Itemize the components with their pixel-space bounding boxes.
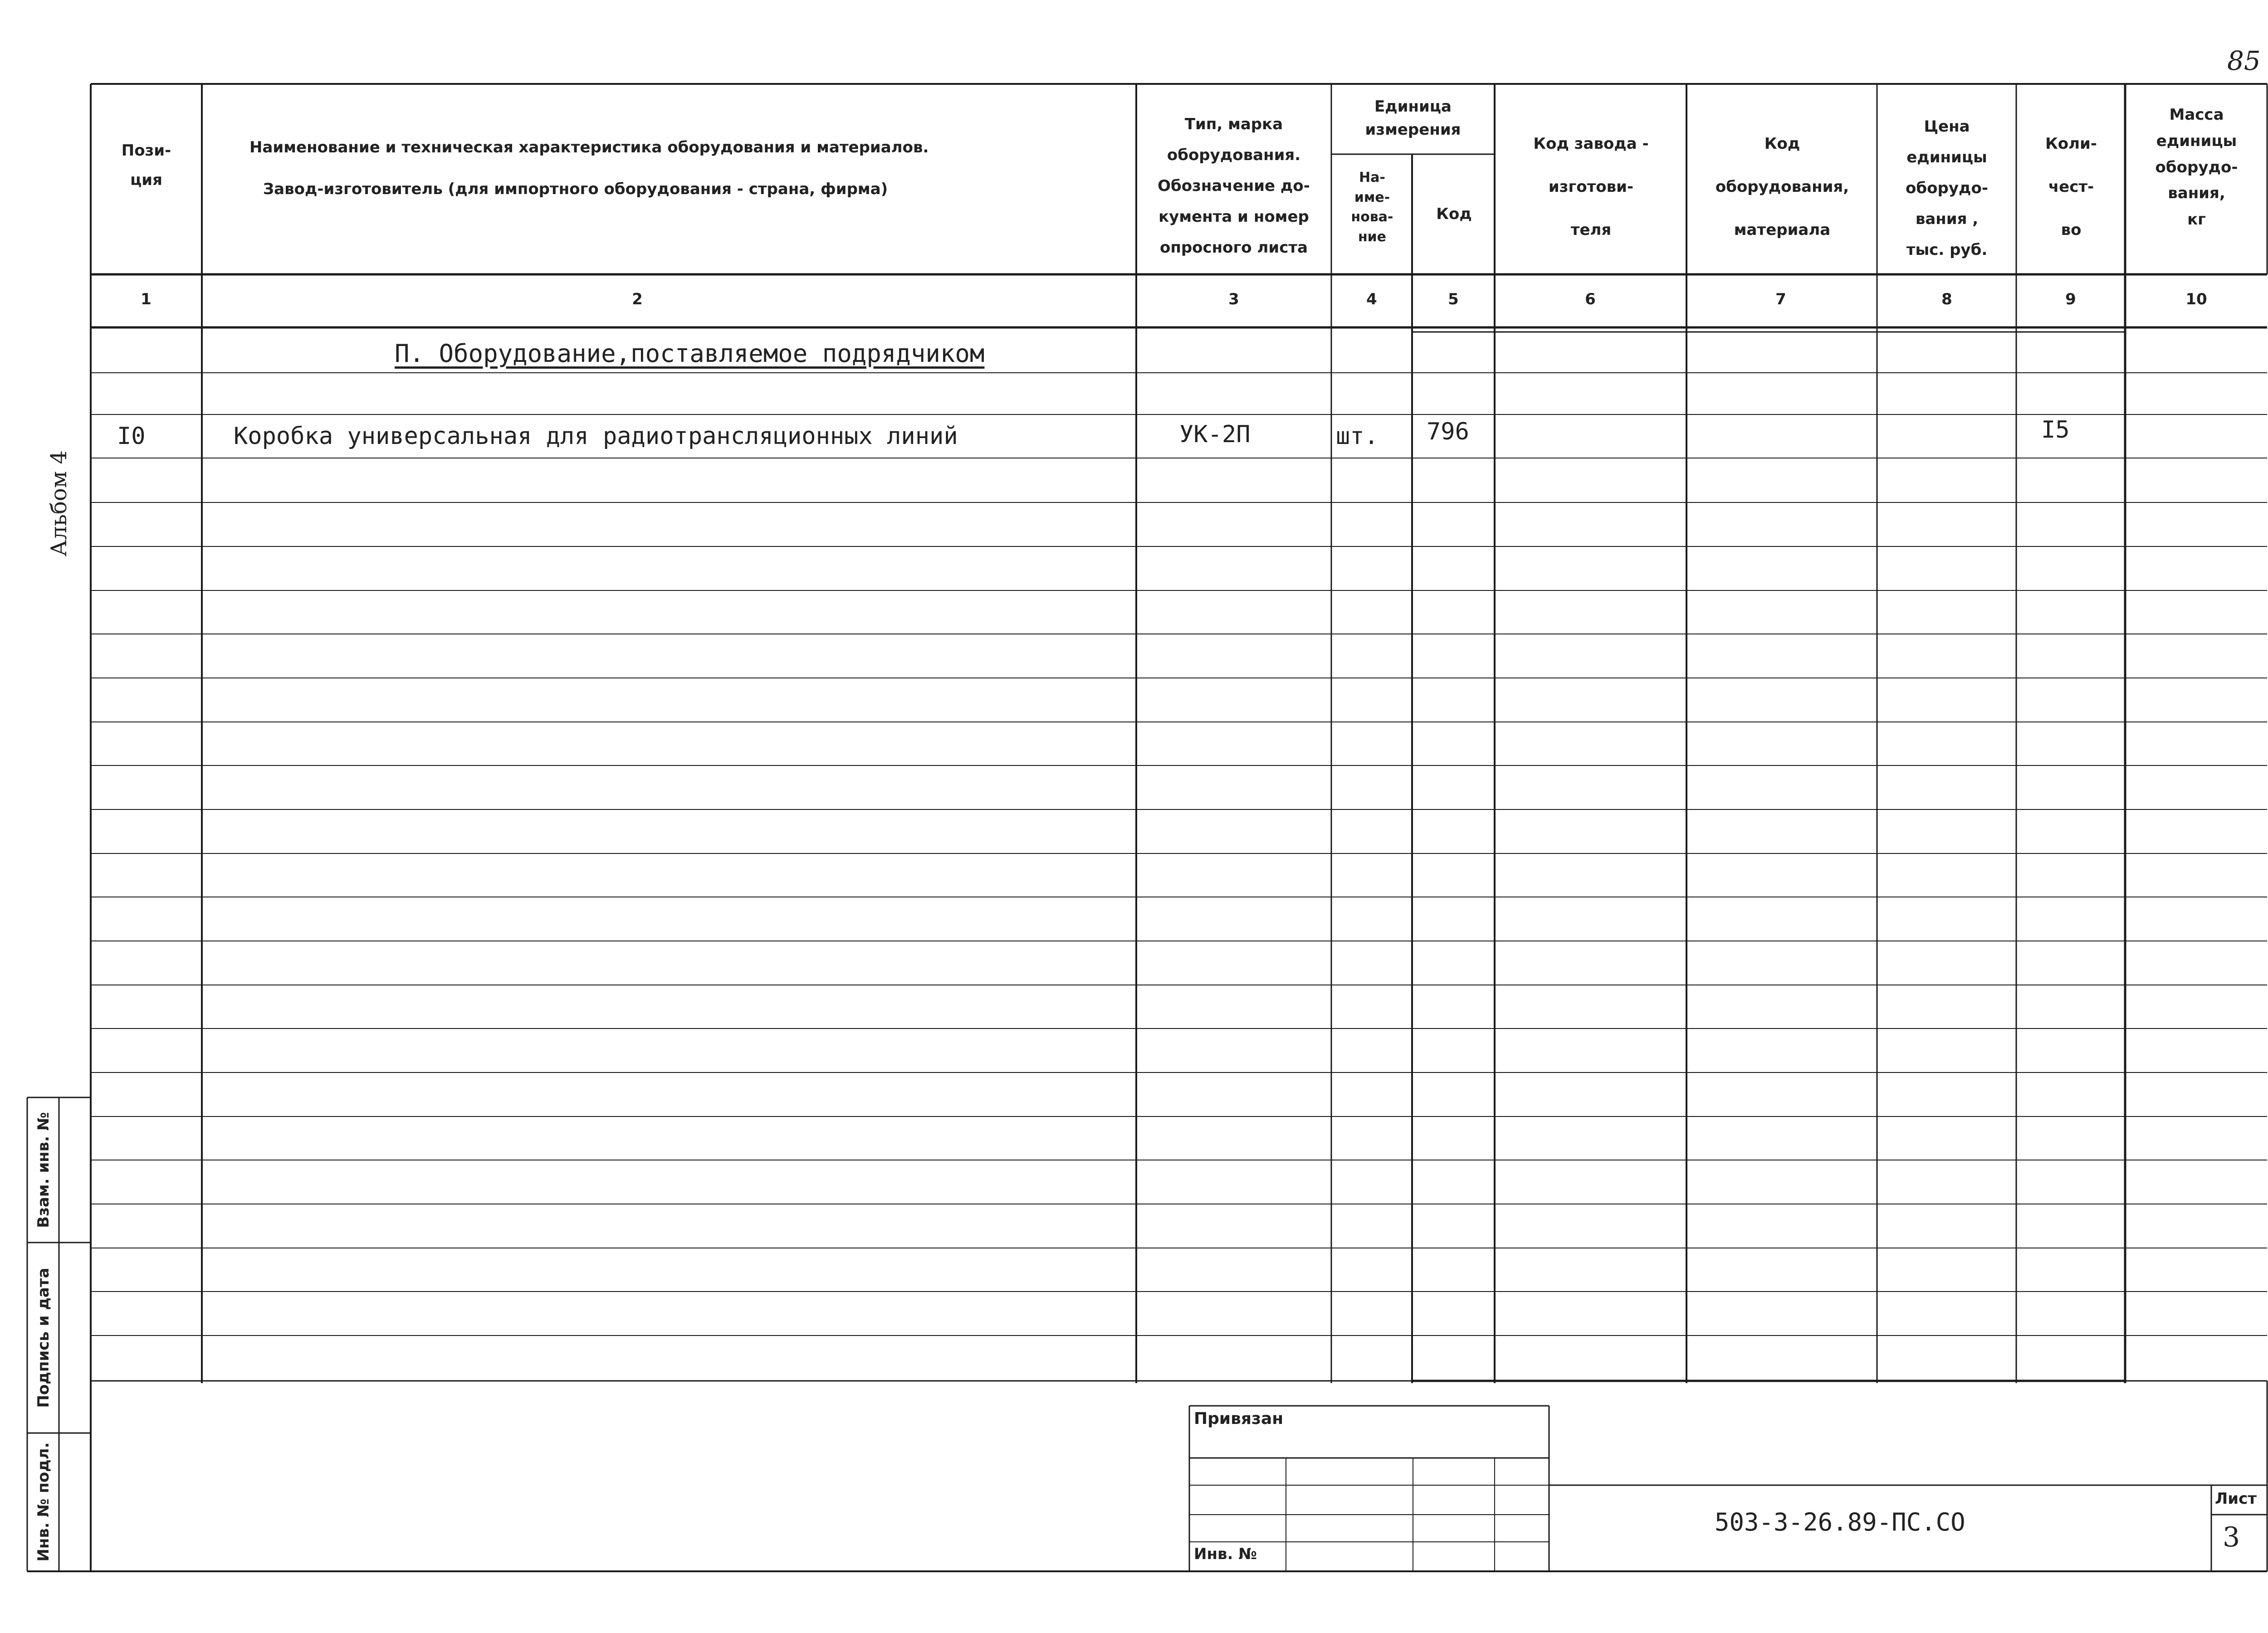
stamp-inv-no: Инв. №	[1194, 1545, 1257, 1563]
column-number: 6	[1585, 290, 1596, 308]
header-unit-name-line: име-	[1354, 189, 1390, 205]
side-label-inv-podl: Инв. № подл.	[34, 1442, 53, 1562]
column-number: 4	[1366, 290, 1377, 308]
header-equip-code-line: материала	[1734, 221, 1831, 239]
album-label: Альбом 4	[46, 450, 72, 556]
header-maker-code-line: теля	[1570, 221, 1612, 239]
header-unit-code: Код	[1436, 205, 1472, 223]
stamp-sheet-label: Лист	[2215, 1490, 2257, 1508]
header-type-line: Обозначение до-	[1158, 177, 1310, 195]
header-qty-line: Коли-	[2045, 135, 2097, 153]
header-price	[1879, 111, 2015, 265]
stamp-doc-code: 503-3-26.89-ПС.СО	[1715, 1508, 1965, 1536]
section-title: П. Оборудование,поставляемое подрядчиком	[395, 339, 985, 368]
row-position: I0	[117, 423, 146, 450]
header-price-line: единицы	[1906, 148, 1987, 166]
header-maker-code-line: Код завода -	[1533, 135, 1649, 153]
header-unit-group	[1334, 95, 1492, 141]
header-equip-code-line: оборудования,	[1715, 178, 1849, 196]
header-mass-line: Масса	[2169, 106, 2224, 124]
header-name	[204, 127, 1134, 210]
header-name-line: Наименование и техническая характеристика оборудования и материалов.	[249, 138, 929, 156]
header-position-line: ция	[130, 171, 162, 189]
column-number: 1	[141, 290, 152, 308]
header-equip-code	[1689, 122, 1876, 252]
header-unit-group-line: измерения	[1365, 121, 1461, 139]
header-mass-line: кг	[2187, 210, 2206, 229]
header-type-line: кумента и номер	[1158, 208, 1309, 226]
header-mass	[2127, 102, 2266, 233]
column-number: 2	[632, 290, 643, 308]
column-number: 8	[1941, 290, 1952, 308]
column-number: 9	[2065, 290, 2076, 308]
header-maker-code	[1497, 122, 1685, 252]
row-name: Коробка универсальная для радиотрансляционных линий	[234, 423, 958, 450]
header-mass-line: вания,	[2168, 184, 2225, 203]
header-unit-name-line: На-	[1359, 170, 1385, 185]
side-label-vzam-inv: Взам. инв. №	[34, 1112, 53, 1228]
header-position-line: Пози-	[121, 141, 171, 160]
header-price-line: оборудо-	[1906, 179, 1988, 197]
stamp-privyazan: Привязан	[1194, 1409, 1284, 1428]
header-position	[93, 136, 200, 195]
side-label-podpis-data: Подпись и дата	[34, 1267, 53, 1408]
header-type-line: оборудования.	[1167, 146, 1301, 164]
header-equip-code-line: Код	[1764, 135, 1800, 153]
header-price-line: Цена	[1924, 117, 1970, 136]
header-qty	[2019, 122, 2124, 252]
header-type-line: опросного листа	[1159, 239, 1308, 257]
header-maker-code-line: изготови-	[1548, 178, 1634, 196]
header-price-line: вания ,	[1915, 210, 1979, 228]
header-mass-line: единицы	[2156, 132, 2237, 150]
page-corner-number: 85	[2227, 45, 2261, 76]
header-unit-name-line: ние	[1358, 229, 1387, 245]
row-unit-code: 796	[1427, 418, 1469, 445]
header-type-line: Тип, марка	[1184, 115, 1283, 133]
column-number: 5	[1448, 290, 1459, 308]
column-number: 7	[1775, 290, 1786, 308]
header-type	[1139, 109, 1329, 263]
header-mass-line: оборудо-	[2155, 158, 2238, 176]
stamp-sheet-number: 3	[2223, 1521, 2240, 1553]
header-price-line: тыс. руб.	[1906, 241, 1988, 259]
header-qty-line: во	[2061, 221, 2082, 239]
column-number: 3	[1228, 290, 1239, 308]
header-qty-line: чест-	[2048, 178, 2094, 196]
column-number: 10	[2185, 290, 2207, 308]
header-unit-name	[1334, 168, 1411, 247]
header-unit-name-line: нова-	[1351, 209, 1393, 225]
header-name-line: Завод-изготовитель (для импортного оборудования - страна, фирма)	[263, 180, 888, 198]
row-qty: I5	[2041, 416, 2070, 444]
row-type: УК-2П	[1179, 421, 1251, 448]
row-unit: шт.	[1336, 423, 1378, 450]
header-unit-group-line: Единица	[1374, 97, 1452, 116]
